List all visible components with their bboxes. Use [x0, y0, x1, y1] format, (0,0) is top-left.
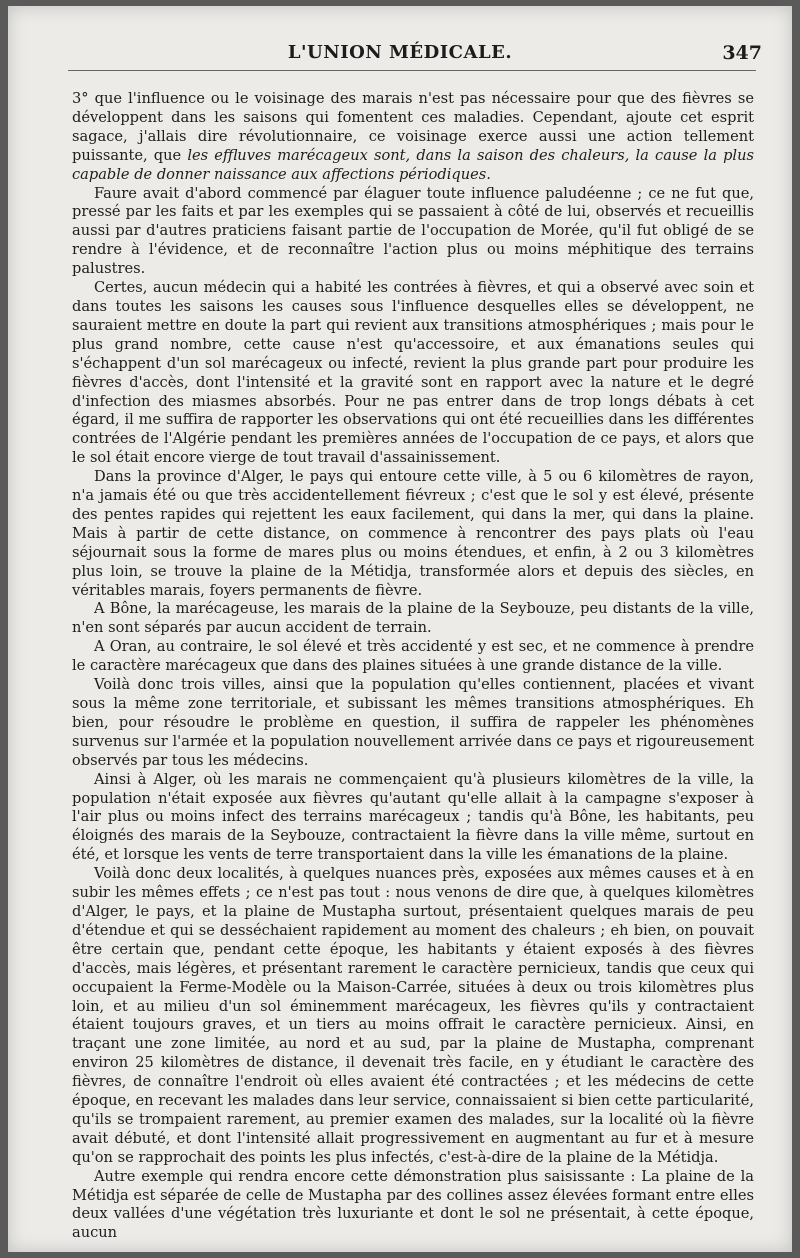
book-page [8, 6, 792, 1252]
paragraph: A Bône, la marécageuse, les marais de la plaine de la Seybouze, peu distants de la ville, n'en sont séparés par aucun accident de terrain. [72, 600, 754, 637]
paragraph: A Oran, au contraire, le sol élevé et très accidenté y est sec, et ne commence à prendre le caractère marécageux que dans des plaines situées à une grande distance de la ville. [72, 638, 754, 675]
paragraph: Certes, aucun médecin qui a habité les contrées à fièvres, et qui a observé avec soin et dans toutes les saisons les causes sous l'influence desquelles elles se développent, ne sauraient mettre en doute la part qui revient aux transitions atmosphériques ; mais pour le plus grand nombre, cette cause n'est qu'accessoire, et aux émanations seules qui s'échappent d'un sol marécageux ou infecté, revient la plus grande part pour produire les fièvres d'accès, dont l'intensité et la gravité sont en rapport avec la nature et le degré d'infection des miasmes absorbés. Pour ne pas entrer dans de trop longs débats à cet égard, il me suffira de rapporter les observations qui ont été recueillies dans les différentes contrées de l'Algérie pendant les premières années de l'occupation de ce pays, et alors que le sol était encore vierge de tout travail d'assainissement. [72, 279, 754, 467]
paragraph: Voilà donc trois villes, ainsi que la population qu'elles contiennent, placées et vivant sous la même zone territoriale, et subissant les mêmes transitions atmosphériques. Eh bien, pour résoudre le problème en question, il suffira de rappeler les phénomènes survenus sur l'armée et la population nouvellement arrivée dans ce pays et rigoureusement observés par tous les médecins. [72, 676, 754, 769]
paragraph [72, 90, 754, 185]
page-number: 347 [722, 42, 762, 64]
body-text [72, 90, 754, 1243]
paragraph: Voilà donc deux localités, à quelques nuances près, exposées aux mêmes causes et à en subir les mêmes effets ; ce n'est pas tout : nous venons de dire que, à quelques kilomètres d'Alger, le pays, et la plaine de Mustapha surtout, présentaient quelques marais de peu d'étendue et qui se desséchaient rapidement au moment des chaleurs ; eh bien, on pouvait être certain que, pendant cette époque, les habitants y étaient exposés à des fièvres d'accès, mais légères, et présentant rarement le caractère pernicieux, tandis que ceux qui occupaient la Ferme-Modèle ou la Maison-Carrée, situées à deux ou trois kilomètres plus loin, et au milieu d'un sol éminemment marécageux, les fièvres qu'ils y contractaient étaient toujours graves, et un tiers au moins offrait le caractère pernicieux. Ainsi, en traçant une zone limitée, au nord et au sud, par la plaine de Mustapha, comprenant environ 25 kilomètres de distance, il devenait très facile, en y étudiant le caractère des fièvres, de connaître l'endroit où elles avaient été contractées ; et les médecins de cette époque, en recevant les malades dans leur service, connaissaient si bien cette particularité, qu'ils se trompaient rarement, au premier examen des malades, sur la localité où la fièvre avait débuté, et dont l'intensité allait progressivement en augmentant au fur et à mesure qu'on se rapprochait des points les plus infectés, c'est-à-dire de la plaine de la Métidja. [72, 865, 754, 1166]
paragraph: Faure avait d'abord commencé par élaguer toute influence paludéenne ; ce ne fut que, pressé par les faits et par les exemples qui se passaient à côté de lui, observés et recueillis aussi par d'autres praticiens faisant partie de l'occupation de Morée, qu'il fut obligé de se rendre à l'évidence, et de reconnaître l'action plus ou moins méphitique des terrains palustres. [72, 184, 754, 278]
italic-quote: les effluves marécageux sont, dans la saison des chaleurs, la cause la plus capable de donner naissance aux affections périodiques. [72, 146, 754, 183]
paragraph: Ainsi à Alger, où les marais ne commençaient qu'à plusieurs kilomètres de la ville, la population n'était exposée aux fièvres qu'autant qu'elle allait à la campagne s'exposer à l'air plus ou moins infect des terrains marécageux ; tandis qu'à Bône, les habitants, peu éloignés des marais de la Seybouze, contractaient la fièvre dans la ville même, surtout en été, et lorsque les vents de terre transportaient dans la ville les émanations de la plaine. [72, 770, 754, 864]
paragraph: Dans la province d'Alger, le pays qui entoure cette ville, à 5 ou 6 kilomètres de rayon, n'a jamais été ou que très accidentellement fiévreux ; c'est que le sol y est élevé, présente des pentes rapides qui rejettent les eaux facilement, qui dans la mer, qui dans la plaine. Mais à partir de cette distance, on commence à rencontrer des pays plats où l'eau séjournait sous la forme de mares plus ou moins étendues, et enfin, à 2 ou 3 kilomètres plus loin, se trouve la plaine de la Métidja, transformée alors et depuis des siècles, en véritables marais, foyers permanents de fièvre. [72, 468, 754, 599]
paragraph: Autre exemple qui rendra encore cette démonstration plus saisissante : La plaine de la Métidja est séparée de celle de Mustapha par des collines assez élevées formant entre elles deux vallées d'une végétation très luxuriante et dont le sol ne présentait, à cette époque, aucun [72, 1167, 754, 1242]
paragraph-text: 3° que l'influence ou le voisinage des marais n'est pas nécessaire pour que des fièvres se développent dans les saisons qui fomentent ces maladies. Cependant, ajoute cet esprit sagace, j'allais dire révolutionnaire, ce voisinage exerce aussi une action tellement puissante, que [72, 90, 754, 164]
header-rule [68, 70, 756, 71]
running-title: L'UNION MÉDICALE. [287, 42, 513, 63]
page-header [8, 36, 792, 72]
